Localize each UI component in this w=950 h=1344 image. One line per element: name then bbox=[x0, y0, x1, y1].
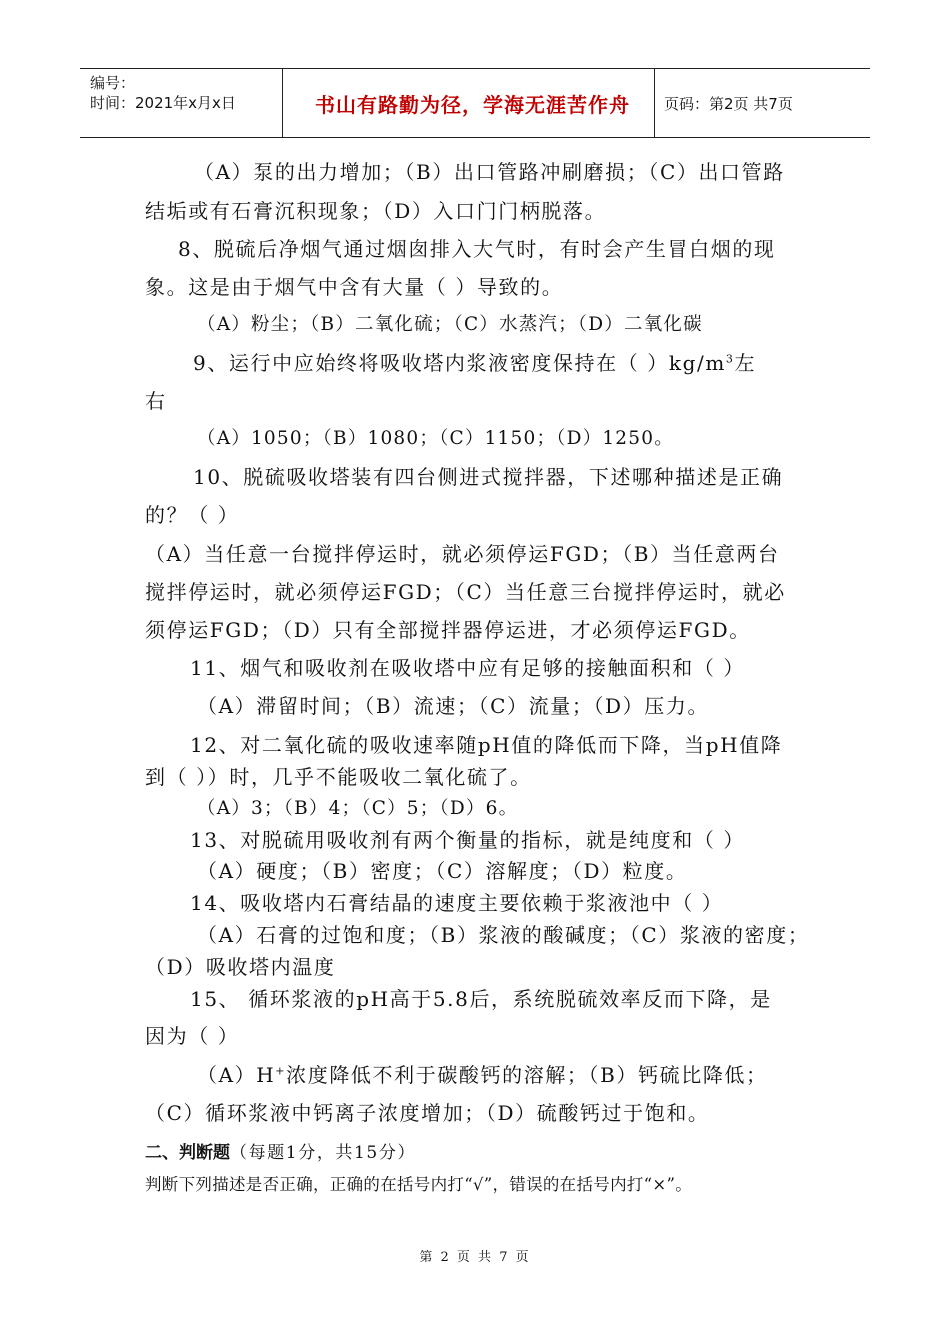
question-9-text-end: 左 bbox=[734, 351, 757, 375]
question-8-line-2: 象。这是由于烟气中含有大量（ ）导致的。 bbox=[145, 275, 564, 299]
section-instructions: 判断下列描述是否正确，正确的在括号内打“√”，错误的在括号内打“×”。 bbox=[145, 1175, 693, 1194]
document-number-label: 编号： bbox=[90, 74, 136, 92]
option-a-text: 浓度降低不利于碳酸钙的溶解；（B）钙硫比降低； bbox=[286, 1063, 768, 1087]
section-title: 二、判断题 bbox=[145, 1143, 230, 1163]
question-7-options-line-2: 结垢或有石膏沉积现象；（D）入口门门柄脱落。 bbox=[145, 199, 607, 223]
document-date: 时间：2021年x月x日 bbox=[90, 94, 236, 112]
question-9-line-1 bbox=[193, 350, 756, 376]
question-10-options-line-3: 须停运FGD；（D）只有全部搅拌器停运进，才必须停运FGD。 bbox=[145, 618, 751, 642]
question-8-line-1: 8、脱硫后净烟气通过烟囱排入大气时，有时会产生冒白烟的现 bbox=[178, 237, 776, 261]
question-12-line-2: 到（ ））时，几乎不能吸收二氧化硫了。 bbox=[145, 765, 532, 789]
page-header bbox=[80, 68, 870, 138]
header-page-code: 页码：第2页 共7页 bbox=[664, 95, 793, 113]
question-13-line: 13、对脱硫用吸收剂有两个衡量的指标，就是纯度和（ ） bbox=[190, 828, 746, 852]
question-14-options-line-2: （D）吸收塔内温度 bbox=[145, 955, 336, 979]
question-8-options: （A）粉尘；（B）二氧化硫；（C）水蒸汽；（D）二氧化碳 bbox=[197, 314, 703, 335]
question-15-options-line-1 bbox=[197, 1062, 768, 1088]
header-motto: 书山有路勤为径，学海无涯苦作舟 bbox=[315, 93, 630, 117]
header-divider-right bbox=[654, 69, 655, 137]
header-meta bbox=[90, 73, 236, 113]
question-11-options: （A）滞留时间；（B）流速；（C）流量；（D）压力。 bbox=[197, 694, 710, 718]
question-15-line-2: 因为（ ） bbox=[145, 1024, 240, 1048]
question-11-line: 11、烟气和吸收剂在吸收塔中应有足够的接触面积和（ ） bbox=[190, 656, 746, 680]
question-14-options-line-1: （A）石膏的过饱和度；（B）浆液的酸碱度；（C）浆液的密度； bbox=[197, 923, 810, 947]
section-heading bbox=[145, 1138, 416, 1166]
question-10-options-line-2: 搅拌停运时，就必须停运FGD；（C）当任意三台搅拌停运时，就必 bbox=[145, 580, 786, 604]
option-a-prefix: （A）H bbox=[197, 1063, 276, 1087]
question-14-line: 14、吸收塔内石膏结晶的速度主要依赖于浆液池中（ ） bbox=[190, 891, 724, 915]
question-9-options: （A）1050；（B）1080；（C）1150；（D）1250。 bbox=[197, 428, 674, 449]
question-10-options-line-1: （A）当任意一台搅拌停运时，就必须停运FGD；（B）当任意两台 bbox=[145, 542, 780, 566]
question-7-options-line-1: （A）泵的出力增加；（B）出口管路冲刷磨损；（C）出口管路 bbox=[194, 160, 785, 184]
question-9-line-2: 右 bbox=[145, 389, 167, 413]
question-12-options: （A）3；（B）4；（C）5；（D）6。 bbox=[197, 798, 519, 819]
section-scoring-note: （每题1分，共15分） bbox=[230, 1143, 417, 1163]
unit-superscript: 3 bbox=[725, 352, 735, 366]
question-10-line-1: 10、脱硫吸收塔装有四台侧进式搅拌器，下述哪种描述是正确 bbox=[193, 465, 784, 489]
header-divider-left bbox=[282, 69, 283, 137]
question-13-options: （A）硬度；（B）密度；（C）溶解度；（D）粒度。 bbox=[197, 859, 688, 883]
question-9-text: 9、运行中应始终将吸收塔内浆液密度保持在（ ）kg/m bbox=[193, 351, 726, 375]
question-10-line-2: 的？（ ） bbox=[145, 503, 240, 527]
ion-charge-superscript: + bbox=[275, 1064, 287, 1078]
question-15-line-1: 15、 循环浆液的pH高于5.8后，系统脱硫效率反而下降，是 bbox=[190, 987, 772, 1011]
question-12-line-1: 12、对二氧化硫的吸收速率随pH值的降低而下降，当pH值降 bbox=[190, 733, 783, 757]
question-15-options-line-2: （C）循环浆液中钙离子浓度增加；（D）硫酸钙过于饱和。 bbox=[145, 1101, 710, 1125]
page-footer: 第 2 页 共 7 页 bbox=[419, 1250, 531, 1265]
